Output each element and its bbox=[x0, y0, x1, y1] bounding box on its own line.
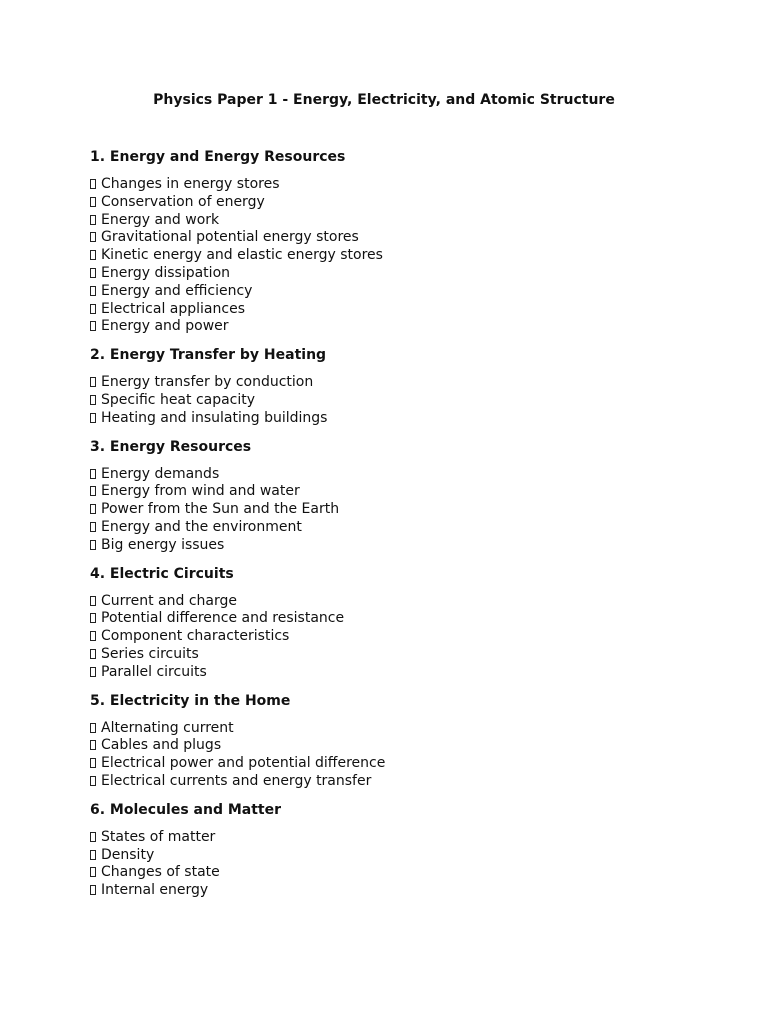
box-glyph-icon bbox=[90, 250, 96, 260]
box-glyph-icon bbox=[90, 286, 96, 296]
list-item-text: Big energy issues bbox=[101, 536, 225, 553]
list-item bbox=[90, 628, 730, 646]
list-item bbox=[90, 265, 730, 283]
box-glyph-icon bbox=[90, 885, 96, 895]
topic-list bbox=[90, 176, 730, 336]
document-content bbox=[90, 148, 730, 910]
list-item bbox=[90, 882, 730, 900]
list-item-text: Energy dissipation bbox=[101, 264, 231, 281]
list-item-text: Energy and power bbox=[101, 318, 229, 335]
list-item bbox=[90, 283, 730, 301]
list-item-text: Internal energy bbox=[101, 882, 209, 899]
box-glyph-icon bbox=[90, 377, 96, 387]
list-item-text: Energy and work bbox=[101, 211, 220, 228]
list-item bbox=[90, 318, 730, 336]
box-glyph-icon bbox=[90, 776, 96, 786]
list-item bbox=[90, 301, 730, 319]
topic-list bbox=[90, 466, 730, 555]
list-item-text: Component characteristics bbox=[101, 628, 290, 645]
section-heading: 5. Electricity in the Home bbox=[90, 692, 291, 709]
list-item-text: Electrical currents and energy transfer bbox=[101, 772, 372, 789]
list-item-text: Alternating current bbox=[101, 719, 234, 736]
list-item-text: Energy and efficiency bbox=[101, 282, 253, 299]
box-glyph-icon bbox=[90, 631, 96, 641]
list-item bbox=[90, 483, 730, 501]
list-item bbox=[90, 593, 730, 611]
list-item bbox=[90, 646, 730, 664]
list-item-text: Energy and the environment bbox=[101, 518, 302, 535]
list-item-text: States of matter bbox=[101, 828, 216, 845]
section-heading: 6. Molecules and Matter bbox=[90, 801, 282, 818]
list-item-text: Specific heat capacity bbox=[101, 391, 256, 408]
list-item-text: Energy from wind and water bbox=[101, 483, 300, 500]
box-glyph-icon bbox=[90, 667, 96, 677]
box-glyph-icon bbox=[90, 504, 96, 514]
list-item bbox=[90, 829, 730, 847]
box-glyph-icon bbox=[90, 832, 96, 842]
list-item bbox=[90, 229, 730, 247]
box-glyph-icon bbox=[90, 596, 96, 606]
box-glyph-icon bbox=[90, 486, 96, 496]
box-glyph-icon bbox=[90, 215, 96, 225]
list-item-text: Electrical power and potential difference bbox=[101, 755, 386, 772]
list-item-text: Changes of state bbox=[101, 864, 220, 881]
section-heading: 3. Energy Resources bbox=[90, 438, 252, 455]
list-item bbox=[90, 466, 730, 484]
list-item bbox=[90, 212, 730, 230]
box-glyph-icon bbox=[90, 268, 96, 278]
list-item-text: Energy demands bbox=[101, 465, 220, 482]
list-item-text: Heating and insulating buildings bbox=[101, 409, 328, 426]
list-item bbox=[90, 519, 730, 537]
list-item bbox=[90, 755, 730, 773]
list-item bbox=[90, 247, 730, 265]
box-glyph-icon bbox=[90, 540, 96, 550]
list-item-text: Changes in energy stores bbox=[101, 176, 280, 192]
box-glyph-icon bbox=[90, 469, 96, 479]
box-glyph-icon bbox=[90, 232, 96, 242]
box-glyph-icon bbox=[90, 723, 96, 733]
box-glyph-icon bbox=[90, 758, 96, 768]
list-item-text: Conservation of energy bbox=[101, 193, 265, 210]
box-glyph-icon bbox=[90, 197, 96, 207]
list-item-text: Cables and plugs bbox=[101, 737, 222, 754]
list-item bbox=[90, 610, 730, 628]
list-item bbox=[90, 537, 730, 555]
topic-list bbox=[90, 720, 730, 791]
list-item bbox=[90, 410, 730, 428]
list-item bbox=[90, 737, 730, 755]
list-item-text: Power from the Sun and the Earth bbox=[101, 501, 340, 518]
section-heading: 4. Electric Circuits bbox=[90, 565, 234, 582]
list-item-text: Current and charge bbox=[101, 592, 237, 609]
box-glyph-icon bbox=[90, 740, 96, 750]
list-item-text: Parallel circuits bbox=[101, 663, 207, 680]
list-item bbox=[90, 194, 730, 212]
list-item bbox=[90, 501, 730, 519]
box-glyph-icon bbox=[90, 395, 96, 405]
list-item-text: Kinetic energy and elastic energy stores bbox=[101, 247, 383, 264]
list-item bbox=[90, 392, 730, 410]
box-glyph-icon bbox=[90, 413, 96, 423]
document-title: Physics Paper 1 - Energy, Electricity, and Atomic Structure bbox=[153, 92, 615, 108]
box-glyph-icon bbox=[90, 649, 96, 659]
box-glyph-icon bbox=[90, 321, 96, 331]
box-glyph-icon bbox=[90, 522, 96, 532]
section-heading: 2. Energy Transfer by Heating bbox=[90, 347, 327, 364]
topic-list bbox=[90, 593, 730, 682]
list-item-text: Electrical appliances bbox=[101, 300, 245, 317]
list-item bbox=[90, 374, 730, 392]
box-glyph-icon bbox=[90, 850, 96, 860]
list-item bbox=[90, 864, 730, 882]
list-item bbox=[90, 664, 730, 682]
box-glyph-icon bbox=[90, 304, 96, 314]
list-item-text: Density bbox=[101, 846, 155, 863]
list-item-text: Energy transfer by conduction bbox=[101, 374, 314, 391]
box-glyph-icon bbox=[90, 867, 96, 877]
list-item-text: Potential difference and resistance bbox=[101, 610, 345, 627]
list-item bbox=[90, 720, 730, 738]
list-item-text: Gravitational potential energy stores bbox=[101, 229, 359, 246]
box-glyph-icon bbox=[90, 179, 96, 189]
topic-list bbox=[90, 829, 730, 900]
section-heading: 1. Energy and Energy Resources bbox=[90, 149, 346, 165]
list-item bbox=[90, 847, 730, 865]
list-item bbox=[90, 176, 730, 194]
list-item bbox=[90, 773, 730, 791]
list-item-text: Series circuits bbox=[101, 645, 199, 662]
topic-list bbox=[90, 374, 730, 427]
box-glyph-icon bbox=[90, 613, 96, 623]
